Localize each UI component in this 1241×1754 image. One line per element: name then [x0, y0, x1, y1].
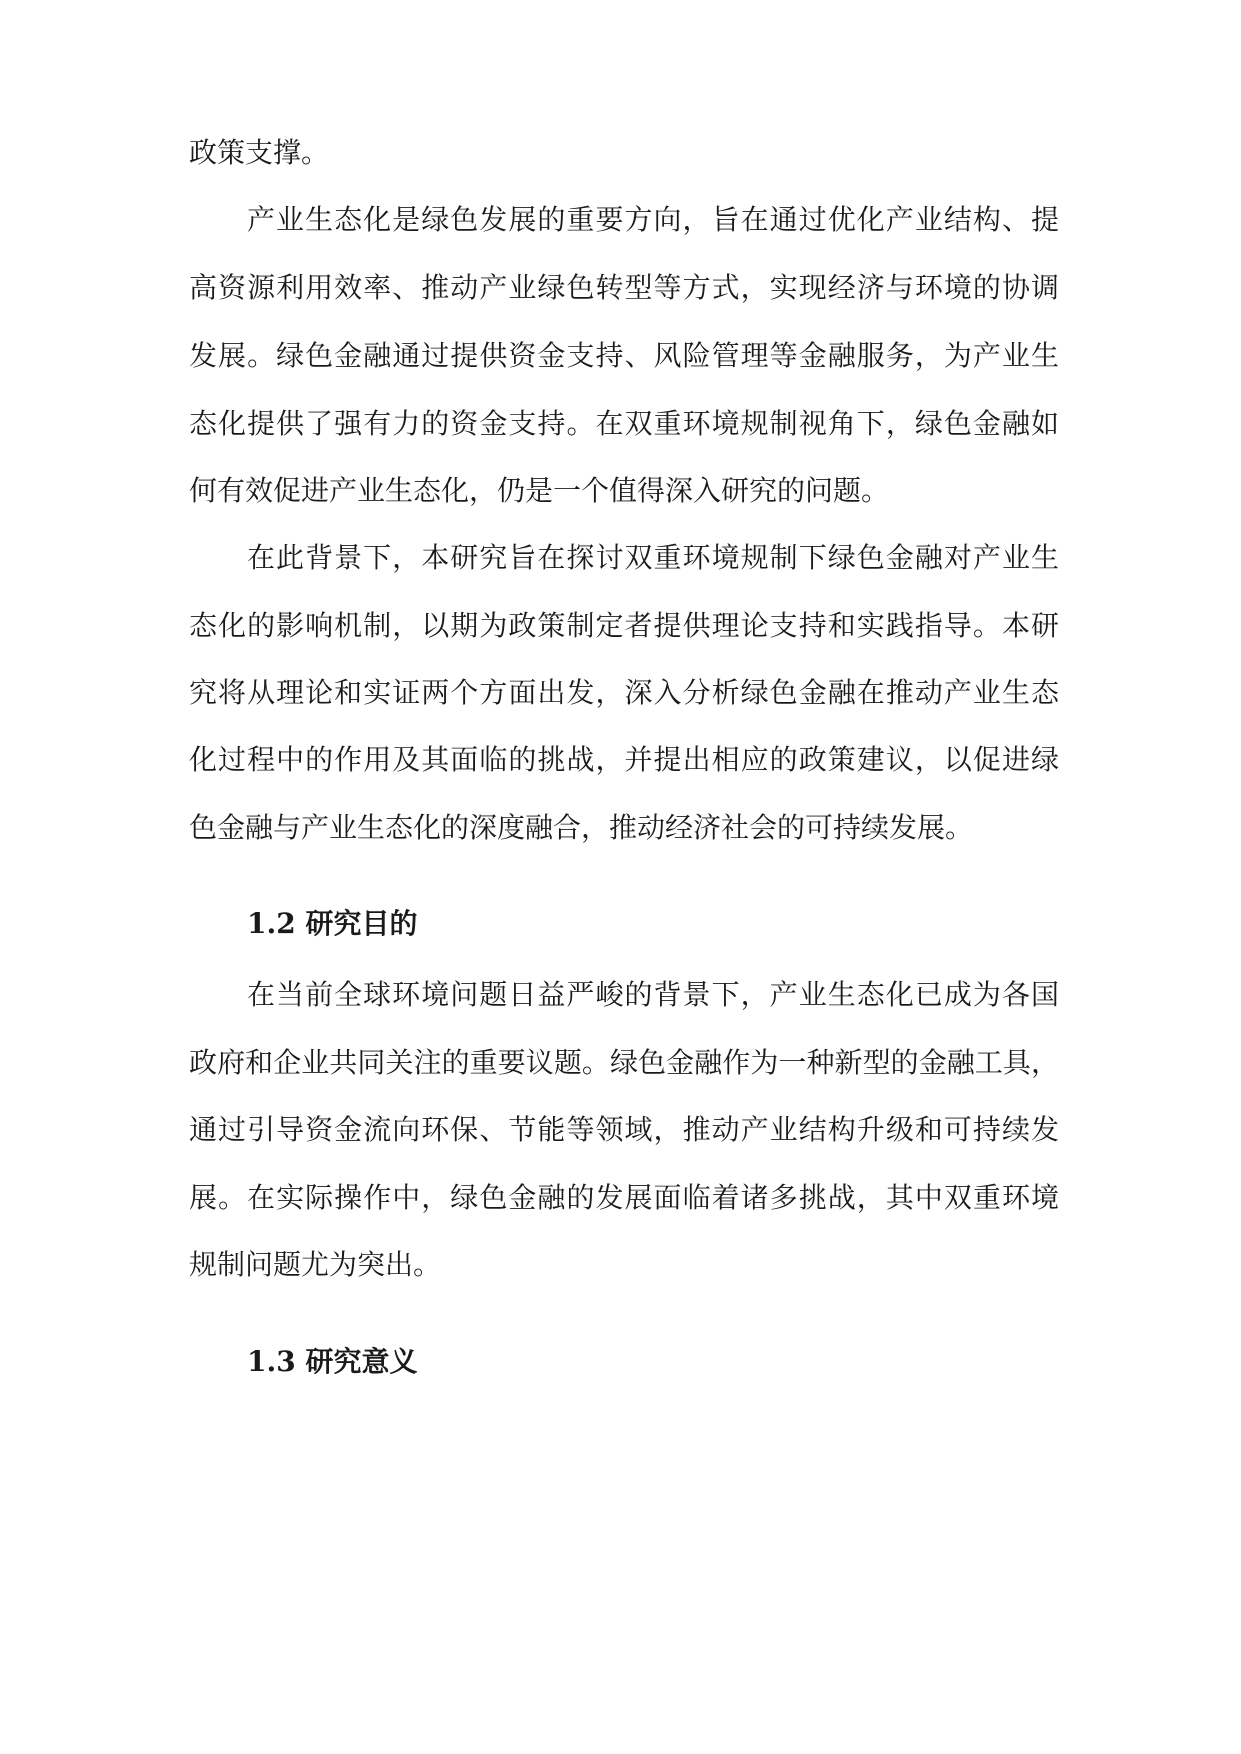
paragraph-line: 规制问题尤为突出。: [189, 1248, 442, 1281]
paragraph-line: 展。在实际操作中，绿色金融的发展面临着诸多挑战，其中双重环境: [189, 1181, 1059, 1214]
paragraph-line: 在当前全球环境问题日益严峻的背景下，产业生态化已成为各国: [247, 978, 1059, 1011]
paragraph-line: 政府和企业共同关注的重要议题。绿色金融作为一种新型的金融工具，: [189, 1046, 1059, 1079]
paragraph-line: 态化的影响机制，以期为政策制定者提供理论支持和实践指导。本研: [189, 609, 1059, 642]
paragraph-line: 究将从理论和实证两个方面出发，深入分析绿色金融在推动产业生态: [189, 676, 1059, 709]
paragraph-line: 在此背景下，本研究旨在探讨双重环境规制下绿色金融对产业生: [247, 541, 1059, 574]
paragraph-line: 何有效促进产业生态化，仍是一个值得深入研究的问题。: [189, 474, 890, 507]
paragraph-line: 态化提供了强有力的资金支持。在双重环境规制视角下，绿色金融如: [189, 407, 1059, 440]
paragraph-line: 高资源利用效率、推动产业绿色转型等方式，实现经济与环境的协调: [189, 271, 1059, 304]
section-heading: 1.2 研究目的: [247, 907, 418, 940]
paragraph-line: 发展。绿色金融通过提供资金支持、风险管理等金融服务，为产业生: [189, 339, 1059, 372]
paragraph-line: 产业生态化是绿色发展的重要方向，旨在通过优化产业结构、提: [247, 203, 1059, 236]
paragraph-line: 化过程中的作用及其面临的挑战，并提出相应的政策建议，以促进绿: [189, 743, 1059, 776]
paragraph-line: 色金融与产业生态化的深度融合，推动经济社会的可持续发展。: [189, 811, 974, 844]
section-heading: 1.3 研究意义: [247, 1345, 418, 1378]
paragraph-line: 政策支撑。: [189, 136, 330, 169]
paragraph-line: 通过引导资金流向环保、节能等领域，推动产业结构升级和可持续发: [189, 1113, 1059, 1146]
